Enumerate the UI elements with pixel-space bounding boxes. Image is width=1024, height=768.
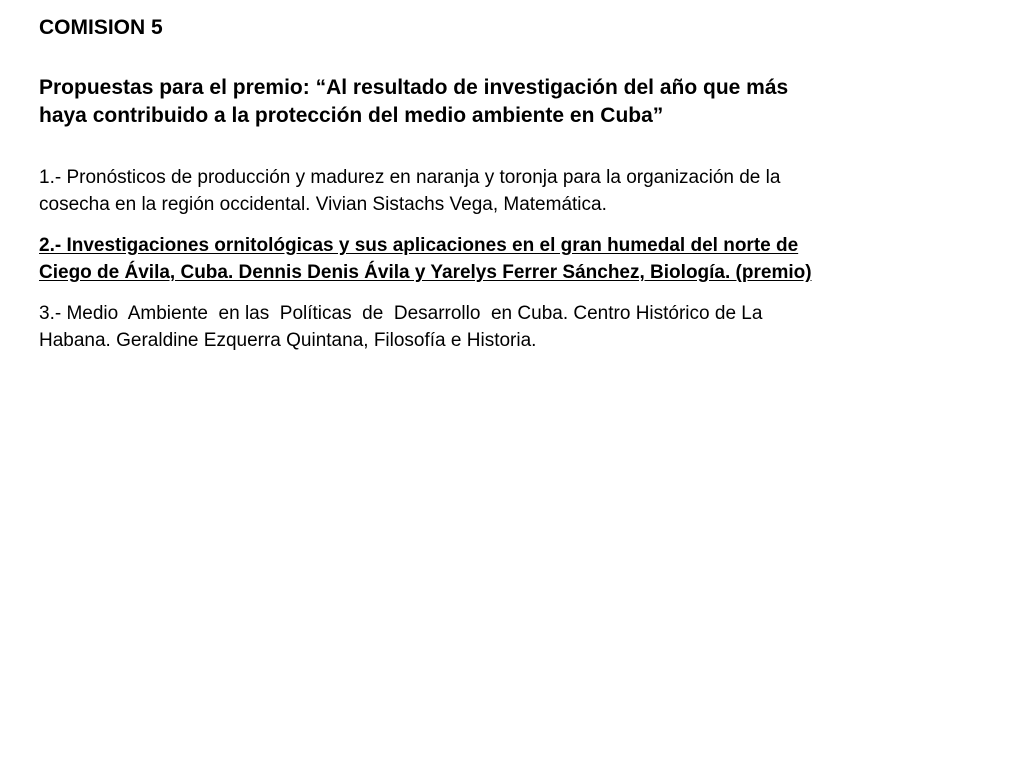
- proposal-item-1: [39, 164, 989, 218]
- slide-content: [39, 14, 989, 354]
- award-subtitle-line-1: Propuestas para el premio: “Al resultado de investigación del año que más: [39, 76, 789, 99]
- award-subtitle-line-2: haya contribuido a la protección del medio ambiente en Cuba”: [39, 104, 664, 127]
- award-subtitle: [39, 74, 989, 130]
- commission-heading: COMISION 5: [39, 16, 163, 39]
- proposal-2-line-2: Ciego de Ávila, Cuba. Dennis Denis Ávila y Yarelys Ferrer Sánchez, Biología. (premio): [39, 262, 812, 283]
- proposal-2-line-1: 2.- Investigaciones ornitológicas y sus aplicaciones en el gran humedal del norte de: [39, 235, 799, 256]
- proposal-3-line-2: Habana. Geraldine Ezquerra Quintana, Filosofía e Historia.: [39, 330, 537, 351]
- proposal-item-3: [39, 300, 989, 354]
- proposal-item-2-awarded: [39, 232, 989, 286]
- proposal-3-line-1: 3.- Medio Ambiente en las Políticas de Desarrollo en Cuba. Centro Histórico de La: [39, 303, 763, 324]
- proposal-1-line-2: cosecha en la región occidental. Vivian Sistachs Vega, Matemática.: [39, 194, 607, 215]
- proposal-1-line-1: 1.- Pronósticos de producción y madurez en naranja y toronja para la organización de la: [39, 167, 781, 188]
